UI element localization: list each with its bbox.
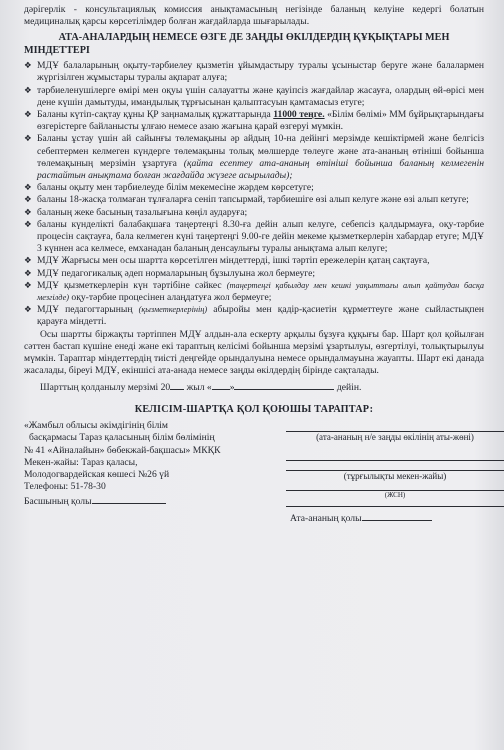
rights-duties-list (24, 60, 484, 328)
parent-name-caption: (ата-ананың н/е заңды өкілінің аты-жөні) (316, 431, 474, 442)
address-caption: (тұрғылықты мекен-жайы) (343, 470, 447, 481)
bullet-icon: ❖ (24, 85, 32, 96)
list-item: ❖ МДҰ Жарғысы мен осы шартта көрсетілген міндеттерді, ішкі тәртіп ережелерін қатаң сақтауға, (24, 255, 430, 267)
list-item: ❖ баланы күнделікті балабақшаға таңертеңгі 8.30-ға дейін алып келуге, себепсіз қалдырмауға, оқу-тәрбие процесін сақтауға, бала келмеген күні таңертеңгі 9.00-ге дейін мекеме қызметкерлерін хабардар етуге; МДҰ 3 күннен аса келмесе, емханадан баланың денсаулығы туралы анықтама алып келуге; (24, 218, 484, 255)
address-line-2[interactable] (286, 461, 504, 471)
extra-line[interactable] (286, 500, 504, 507)
parent-signature-line[interactable] (362, 511, 432, 521)
validity-line: Шарттың қолданылу мерзімі 20 жыл « » дейін. (40, 381, 362, 393)
bullet-icon: ❖ (24, 61, 32, 72)
address-line-1[interactable] (286, 449, 504, 461)
director-signature-label: Басшының қолы (24, 495, 92, 507)
signatories-title: КЕЛІСІМ-ШАРТҚА ҚОЛ ҚОЮШЫ ТАРАПТАР: (134, 403, 374, 415)
iin-line[interactable] (286, 482, 504, 491)
bullet-icon: ❖ (24, 268, 32, 279)
parent-block (286, 420, 504, 525)
bullet-icon: ❖ (24, 219, 32, 230)
day-blank (212, 380, 230, 390)
month-blank (234, 380, 334, 390)
parent-signature-row (286, 511, 504, 525)
section-title-line1: АТА-АНАЛАРДЫҢ НЕМЕСЕ ӨЗГЕ ДЕ ЗАҢДЫ ӨКІЛДЕРДІҢ ҚҰҚЫҚТАРЫ МЕН (58, 32, 450, 44)
list-item: ❖ Баланы ұстау үшін ай сайынғы төлемақыны әр айдың 10-на дейінгі мерзімде кешіктірмей және белгісіз себептермен келмеген күндерге төлемақыны толық мөлшерде төлеуге және ата-ананың өтініші бойынша төлемақының мерзімін ұзартуға (қайта есептеу ата-ананың өтініші бойынша баланың келмегенін растайтын анықтама болған жағдайда жүзеге асырылады); (24, 133, 484, 182)
bullet-icon: ❖ (24, 195, 32, 206)
intro-paragraph: дәрігерлік - консультациялық комиссия анықтамасының негізінде баланың келуіне кедергі болатын медициналық қарсы көрсетілімдер болған жағдайларда шығарылады. (24, 4, 484, 28)
list-item: ❖ МДҰ қызметкерлерін күн тәртібіне сәйкес (таңертеңгі қабылдау мен кешкі уақыттағы алып қайтудан басқа мезгілде) оқу-тәрбие процесінен алаңдатуға жол бермеуге; (24, 279, 485, 304)
signatures-section (24, 420, 484, 560)
institution-block: «Жамбыл облысы әкімдігінің білім басқармасы Тараз қаласының білім бөлімінің № 41 «Айналайын» бөбекжай-бақшасы» МКҚК Мекен-жайы: Тараз қаласы, Молодогвардейская көшесі №26 үй Телефоны: 51-78-30 Басшының қолы (24, 419, 221, 507)
section-title-line2: МІНДЕТТЕРІ (24, 44, 90, 56)
list-item: ❖ МДҰ педагогикалық әдеп нормаларының бұзылуына жол бермеуге; (24, 267, 316, 279)
parent-name-line[interactable] (286, 420, 504, 432)
list-item: ❖ Баланы күтіп-сақтау құны ҚР заңнамалық құжаттарында 11000 теңге. «Білім бөлімі» ММ бұйрықтарындағы өзгерістерге байланысты ұлғаю немесе азаю жағына қарай өзгеруі мүмкін. (24, 109, 484, 133)
bullet-icon: ❖ (24, 207, 32, 218)
section-title (24, 32, 484, 57)
iin-caption: (ЖСН) (384, 490, 406, 499)
director-signature-line[interactable] (92, 494, 166, 504)
year-blank (170, 380, 184, 390)
list-item: ❖ тәрбиеленушілерге өмірі мен оқуы үшін салауатты және қауіпсіз жағдайлар жасауға, олардың өй-өрісі мен дене күшін дамытуды, имандылық тұрғысынан қалыптасуын қамтамасыз етуге; (24, 84, 484, 108)
terms-paragraph: Осы шартты біржақты тәртіппен МДҰ алдын-ала ескерту арқылы бұзуға құқығы бар. Шарт қол қойылған сәттен бастап күшіне енеді және екі тараптың келісімі бойынша мерзімі ұзартылуы, өзгертілуі, толықтырылуы мүмкін. Тараптар міндеттердің тиісті деңгейде орындалуына немесе орындалмауына жауапты. Шарт екі данада жасалады, біреуі МДҰ, екіншісі ата-анада немесе заңды өкілдердің бірінде сақталады. (24, 328, 484, 377)
parent-signature-label: Ата-ананың қолы (290, 512, 362, 524)
bullet-icon: ❖ (24, 256, 32, 267)
list-item: ❖ МДҰ балаларының оқыту-тәрбиелеу қызметін ұйымдастыру туралы ұсыныстар беруге және балалармен жүргізілген жұмыстары туралы ақпарат алуға; (24, 60, 484, 84)
list-item: ❖ баланың жеке басының тазалығына көңіл аударуға; (24, 206, 248, 218)
list-item: ❖ МДҰ педагогтарының (қызметкерлерінің) абыройы мен қадір-қасиетін құрметтеуге және сыйластықпен қарауға міндетті. (24, 304, 484, 328)
fee-amount: 11000 теңге. (273, 109, 325, 121)
bullet-icon: ❖ (24, 110, 32, 121)
list-item: ❖ баланы 18-жасқа толмаған тұлғаларға сеніп тапсырмай, тәрбиешіге өзі алып келуге және өзі алып кетуге; (24, 194, 469, 206)
list-item: ❖ баланы оқыту мен тәрбиелеуде білім мекемесіне жәрдем көрсетуге; (24, 182, 314, 194)
bullet-icon: ❖ (24, 305, 32, 316)
bullet-icon: ❖ (24, 183, 32, 194)
bullet-icon: ❖ (24, 280, 32, 291)
bullet-icon: ❖ (24, 134, 32, 145)
